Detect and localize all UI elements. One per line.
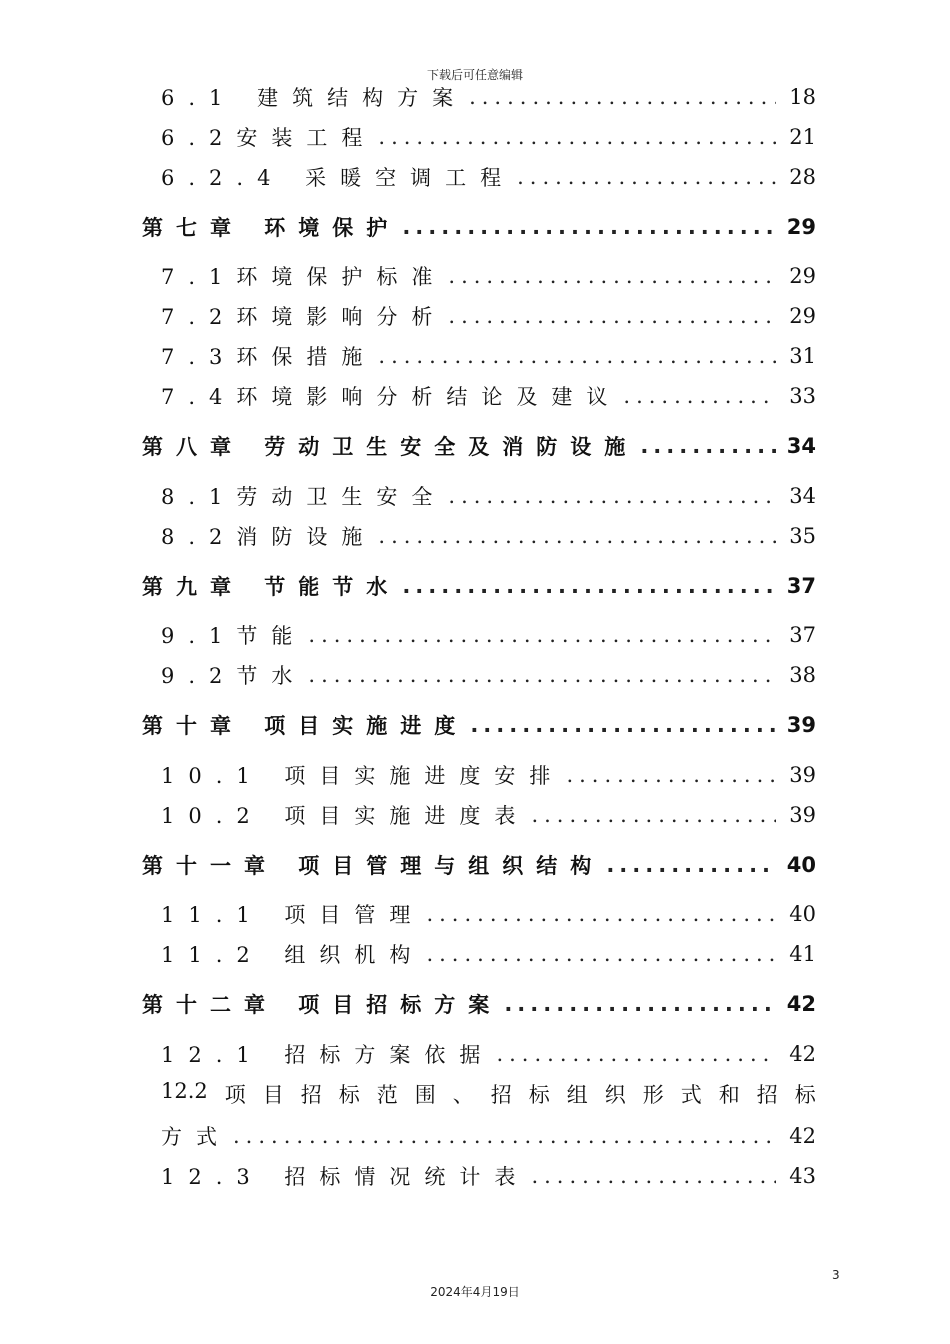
toc-entry-title: 7.2环境影响分析 bbox=[161, 305, 447, 329]
dot-leader bbox=[470, 713, 776, 737]
toc-entry-page: 43 bbox=[789, 1164, 816, 1188]
toc-entry-title: 8.1劳动卫生安全 bbox=[161, 485, 447, 509]
toc-chapter[interactable] bbox=[142, 845, 816, 885]
toc-entry-title: 6.2.4 采暖空调工程 bbox=[161, 166, 516, 190]
footer-date: 2024年4月19日 bbox=[430, 1285, 520, 1299]
toc-entry[interactable] bbox=[161, 117, 816, 157]
toc-entry-page: 35 bbox=[789, 524, 816, 548]
dot-leader bbox=[448, 264, 776, 288]
dot-leader bbox=[378, 524, 776, 548]
toc-entry[interactable] bbox=[161, 1156, 816, 1196]
dot-leader bbox=[640, 434, 776, 458]
toc-entry-page: 29 bbox=[789, 264, 816, 288]
toc-chapter-title: 第八章 劳动卫生安全及消防设施 bbox=[142, 435, 639, 459]
toc-entry-title: 9.1节能 bbox=[161, 624, 307, 648]
toc-entry-title: 8.2消防设施 bbox=[161, 525, 377, 549]
toc-entry[interactable] bbox=[161, 934, 816, 974]
dot-leader bbox=[448, 304, 776, 328]
dot-leader bbox=[402, 574, 776, 598]
toc-entry-title: 方式 bbox=[161, 1125, 231, 1149]
toc-chapter-title: 第九章 节能节水 bbox=[142, 575, 401, 599]
toc-chapter-title: 第十章 项目实施进度 bbox=[142, 714, 469, 738]
toc-entry[interactable] bbox=[161, 336, 816, 376]
page-number: 3 bbox=[832, 1268, 840, 1282]
toc-chapter-page: 42 bbox=[786, 992, 816, 1016]
toc-entry[interactable] bbox=[161, 755, 816, 795]
toc-entry-page: 42 bbox=[789, 1124, 816, 1148]
toc-entry-title: 12.3 招标情况统计表 bbox=[161, 1165, 530, 1189]
dot-leader bbox=[308, 663, 776, 687]
toc-entry[interactable] bbox=[161, 894, 816, 934]
toc-entry-page: 34 bbox=[789, 484, 816, 508]
toc-entry[interactable] bbox=[161, 296, 816, 336]
dot-leader bbox=[496, 1042, 776, 1066]
toc-entry-page: 21 bbox=[789, 125, 816, 149]
toc-entry[interactable] bbox=[161, 476, 816, 516]
toc-entry-page: 33 bbox=[789, 384, 816, 408]
toc-entry-title: 6.1 建筑结构方案 bbox=[161, 86, 468, 110]
toc-entry-title: 12.1 招标方案依据 bbox=[161, 1043, 495, 1067]
toc-entry[interactable] bbox=[161, 795, 816, 835]
dot-leader bbox=[308, 623, 776, 647]
toc-entry-title: 12.2 项 目 招 标 范 围 、 招 标 组 织 形 式 和 招 标 bbox=[161, 1079, 816, 1107]
toc-chapter[interactable] bbox=[142, 426, 816, 466]
toc-entry-page: 31 bbox=[789, 344, 816, 368]
toc-entry-page: 40 bbox=[789, 902, 816, 926]
dot-leader bbox=[504, 992, 776, 1016]
toc-entry[interactable] bbox=[161, 256, 816, 296]
toc-entry-page: 37 bbox=[789, 623, 816, 647]
toc-entry[interactable] bbox=[161, 516, 816, 556]
toc-chapter-page: 34 bbox=[786, 434, 816, 458]
toc-chapter-title: 第十二章 项目招标方案 bbox=[142, 993, 503, 1017]
dot-leader bbox=[402, 215, 776, 239]
dot-leader bbox=[623, 384, 776, 408]
toc-entry-page: 41 bbox=[789, 942, 816, 966]
toc-entry[interactable] bbox=[161, 655, 816, 695]
page-header: 下载后可任意编辑 bbox=[426, 68, 523, 82]
dot-leader bbox=[606, 853, 776, 877]
toc-entry-title: 7.3环保措施 bbox=[161, 345, 377, 369]
toc-entry-page: 29 bbox=[789, 304, 816, 328]
toc-entry[interactable] bbox=[161, 1034, 816, 1074]
toc-entry-wrapped-line[interactable] bbox=[161, 1074, 816, 1114]
toc-entry[interactable] bbox=[161, 77, 816, 117]
dot-leader bbox=[448, 484, 776, 508]
toc-entry[interactable] bbox=[161, 1116, 816, 1156]
toc-entry-title: 11.2 组织机构 bbox=[161, 943, 425, 967]
toc-entry-page: 42 bbox=[789, 1042, 816, 1066]
toc-entry-title: 10.1 项目实施进度安排 bbox=[161, 764, 565, 788]
toc-entry-page: 28 bbox=[789, 165, 816, 189]
dot-leader bbox=[426, 942, 776, 966]
dot-leader bbox=[233, 1124, 776, 1148]
dot-leader bbox=[517, 165, 776, 189]
toc-chapter[interactable] bbox=[142, 984, 816, 1024]
toc-chapter[interactable] bbox=[142, 207, 816, 247]
dot-leader bbox=[426, 902, 776, 926]
toc-chapter-page: 40 bbox=[786, 853, 816, 877]
toc-entry-page: 38 bbox=[789, 663, 816, 687]
toc-entry-page: 18 bbox=[789, 85, 816, 109]
toc-entry-title: 11.1 项目管理 bbox=[161, 903, 425, 927]
dot-leader bbox=[566, 763, 776, 787]
dot-leader bbox=[378, 125, 776, 149]
toc-entry-title: 9.2节水 bbox=[161, 664, 307, 688]
dot-leader bbox=[378, 344, 776, 368]
toc-entry-title: 7.4环境影响分析结论及建议 bbox=[161, 385, 622, 409]
toc-chapter[interactable] bbox=[142, 566, 816, 606]
toc-entry[interactable] bbox=[161, 157, 816, 197]
toc-entry[interactable] bbox=[161, 615, 816, 655]
toc-chapter-page: 37 bbox=[786, 574, 816, 598]
toc-entry-title: 10.2 项目实施进度表 bbox=[161, 804, 530, 828]
toc-entry-title: 6.2安装工程 bbox=[161, 126, 377, 150]
toc-chapter-page: 39 bbox=[786, 713, 816, 737]
toc-entry-title: 7.1环境保护标准 bbox=[161, 265, 447, 289]
dot-leader bbox=[531, 1164, 776, 1188]
dot-leader bbox=[469, 85, 776, 109]
toc-entry[interactable] bbox=[161, 376, 816, 416]
toc-chapter-page: 29 bbox=[786, 215, 816, 239]
toc-chapter-title: 第七章 环境保护 bbox=[142, 216, 401, 240]
dot-leader bbox=[531, 803, 776, 827]
toc-chapter[interactable] bbox=[142, 705, 816, 745]
toc-chapter-title: 第十一章 项目管理与组织结构 bbox=[142, 854, 605, 878]
toc-entry-page: 39 bbox=[789, 763, 816, 787]
toc-entry-page: 39 bbox=[789, 803, 816, 827]
